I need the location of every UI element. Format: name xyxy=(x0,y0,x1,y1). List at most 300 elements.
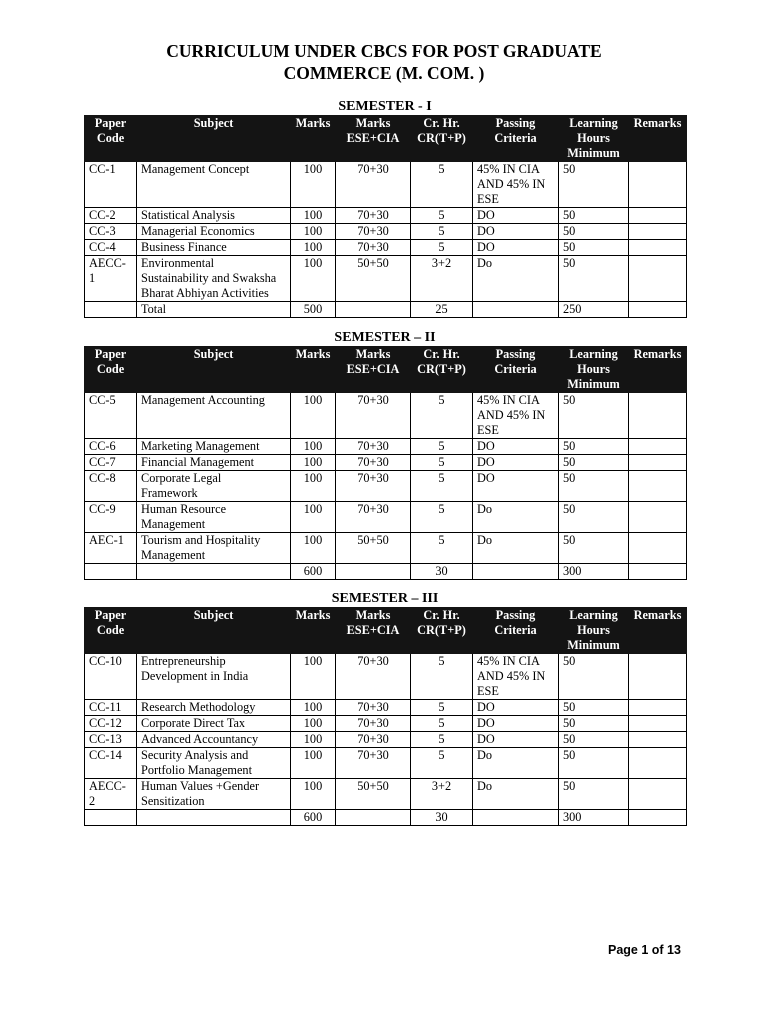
credit-hours-cell: 5 xyxy=(411,224,473,240)
subject-cell-line: Total xyxy=(141,302,167,316)
credit-hours-cell: 5 xyxy=(411,455,473,471)
header-learning-hours-line: Hours xyxy=(577,131,610,145)
passing-criteria-cell xyxy=(473,393,559,439)
credit-hours-cell: 5 xyxy=(411,748,473,779)
header-marks-split-line: Marks xyxy=(355,608,391,622)
subject-cell-line: Statistical Analysis xyxy=(141,208,235,222)
passing-criteria-cell-line: DO xyxy=(477,471,495,485)
subject-cell xyxy=(137,564,291,580)
learning-hours-cell: 50 xyxy=(559,471,629,502)
header-passing-criteria-line: Passing xyxy=(495,608,536,622)
table-row xyxy=(85,393,687,439)
header-marks: Marks xyxy=(291,608,336,654)
paper-code-cell-line: CC-13 xyxy=(89,732,122,746)
header-remarks: Remarks xyxy=(629,347,687,393)
remarks-cell xyxy=(629,439,687,455)
passing-criteria-cell xyxy=(473,654,559,700)
marks-cell: 100 xyxy=(291,439,336,455)
marks-split-cell: 70+30 xyxy=(336,393,411,439)
passing-criteria-cell xyxy=(473,732,559,748)
learning-hours-cell: 50 xyxy=(559,732,629,748)
paper-code-cell xyxy=(85,732,137,748)
remarks-cell xyxy=(629,162,687,208)
passing-criteria-cell xyxy=(473,439,559,455)
marks-cell: 100 xyxy=(291,256,336,302)
header-subject: Subject xyxy=(137,347,291,393)
header-credit-hours-line: CR(T+P) xyxy=(417,623,466,637)
remarks-cell xyxy=(629,471,687,502)
marks-split-cell xyxy=(336,810,411,826)
remarks-cell xyxy=(629,224,687,240)
marks-cell: 100 xyxy=(291,162,336,208)
marks-cell: 100 xyxy=(291,716,336,732)
remarks-cell xyxy=(629,810,687,826)
paper-code-cell-line: CC-10 xyxy=(89,654,122,668)
page-number: Page 1 of 13 xyxy=(608,943,681,957)
passing-criteria-cell-line: DO xyxy=(477,700,495,714)
header-learning-hours-line: Minimum xyxy=(567,638,620,652)
marks-split-cell xyxy=(336,302,411,318)
paper-code-cell xyxy=(85,700,137,716)
credit-hours-cell: 5 xyxy=(411,716,473,732)
subject-cell-line: Financial Management xyxy=(141,455,255,469)
header-learning-hours-line: Hours xyxy=(577,362,610,376)
marks-cell: 100 xyxy=(291,654,336,700)
table-row xyxy=(85,302,687,318)
table-row xyxy=(85,162,687,208)
marks-cell: 100 xyxy=(291,732,336,748)
remarks-cell xyxy=(629,393,687,439)
passing-criteria-cell-line: Do xyxy=(477,748,493,762)
remarks-cell xyxy=(629,533,687,564)
subject-cell xyxy=(137,302,291,318)
passing-criteria-cell-line: ESE xyxy=(477,192,499,206)
subject-cell-line: Management Concept xyxy=(141,162,250,176)
subject-cell-line: Sustainability and Swaksha xyxy=(141,271,277,285)
paper-code-cell-line: AEC-1 xyxy=(89,533,124,547)
subject-cell-line: Management xyxy=(141,548,206,562)
paper-code-cell xyxy=(85,533,137,564)
header-paper-code-line: Paper xyxy=(94,116,127,130)
header-paper-code-line: Paper xyxy=(94,608,127,622)
paper-code-cell xyxy=(85,810,137,826)
passing-criteria-cell-line: AND 45% IN xyxy=(477,177,546,191)
learning-hours-cell: 50 xyxy=(559,779,629,810)
paper-code-cell-line xyxy=(89,810,132,825)
remarks-cell xyxy=(629,748,687,779)
credit-hours-cell: 5 xyxy=(411,393,473,439)
semester-3-table xyxy=(84,607,687,826)
learning-hours-cell: 50 xyxy=(559,439,629,455)
credit-hours-cell: 5 xyxy=(411,502,473,533)
passing-criteria-cell xyxy=(473,256,559,302)
header-row xyxy=(85,116,687,162)
header-learning-hours-line: Hours xyxy=(577,623,610,637)
subject-cell xyxy=(137,393,291,439)
header-marks-split xyxy=(336,347,411,393)
paper-code-cell-line: CC-8 xyxy=(89,471,116,485)
paper-code-cell xyxy=(85,256,137,302)
subject-cell xyxy=(137,471,291,502)
learning-hours-cell: 50 xyxy=(559,502,629,533)
remarks-cell xyxy=(629,240,687,256)
marks-split-cell: 70+30 xyxy=(336,502,411,533)
credit-hours-cell: 5 xyxy=(411,732,473,748)
marks-cell: 500 xyxy=(291,302,336,318)
credit-hours-cell: 5 xyxy=(411,439,473,455)
semester-1-title: SEMESTER - I xyxy=(338,99,432,114)
title-line-1: CURRICULUM UNDER CBCS FOR POST GRADUATE xyxy=(166,41,602,61)
passing-criteria-cell xyxy=(473,716,559,732)
table-row xyxy=(85,256,687,302)
marks-cell: 100 xyxy=(291,208,336,224)
passing-criteria-cell-line: Do xyxy=(477,256,493,270)
subject-cell-line: Framework xyxy=(141,486,198,500)
table-row xyxy=(85,439,687,455)
header-subject: Subject xyxy=(137,608,291,654)
marks-cell: 100 xyxy=(291,393,336,439)
passing-criteria-cell-line: ESE xyxy=(477,423,499,437)
table-row xyxy=(85,700,687,716)
passing-criteria-cell-line: DO xyxy=(477,439,495,453)
paper-code-cell-line xyxy=(89,564,132,579)
remarks-cell xyxy=(629,654,687,700)
table-row xyxy=(85,455,687,471)
subject-cell-line: Corporate Direct Tax xyxy=(141,716,246,730)
paper-code-cell-line: AECC- xyxy=(89,256,126,270)
table-row xyxy=(85,779,687,810)
credit-hours-cell: 30 xyxy=(411,810,473,826)
paper-code-cell xyxy=(85,471,137,502)
table-row xyxy=(85,716,687,732)
subject-cell xyxy=(137,502,291,533)
table-row xyxy=(85,732,687,748)
table-row xyxy=(85,748,687,779)
passing-criteria-cell-line: DO xyxy=(477,224,495,238)
marks-split-cell: 70+30 xyxy=(336,654,411,700)
remarks-cell xyxy=(629,700,687,716)
subject-cell xyxy=(137,533,291,564)
subject-cell-line: Marketing Management xyxy=(141,439,260,453)
table-row xyxy=(85,533,687,564)
header-credit-hours xyxy=(411,347,473,393)
table-row xyxy=(85,471,687,502)
subject-cell-line: Management xyxy=(141,517,206,531)
semester-1-table xyxy=(84,115,687,318)
subject-cell xyxy=(137,224,291,240)
paper-code-cell-line: CC-14 xyxy=(89,748,122,762)
passing-criteria-cell-line xyxy=(477,564,554,579)
header-marks-split xyxy=(336,608,411,654)
credit-hours-cell: 3+2 xyxy=(411,256,473,302)
paper-code-cell xyxy=(85,654,137,700)
subject-cell xyxy=(137,240,291,256)
table-row xyxy=(85,564,687,580)
subject-cell xyxy=(137,256,291,302)
subject-cell xyxy=(137,810,291,826)
header-passing-criteria-line: Passing xyxy=(495,116,536,130)
remarks-cell xyxy=(629,208,687,224)
header-marks-split-line: ESE+CIA xyxy=(346,362,400,376)
passing-criteria-cell xyxy=(473,810,559,826)
subject-cell xyxy=(137,748,291,779)
header-paper-code-line: Paper xyxy=(94,347,127,361)
passing-criteria-cell xyxy=(473,502,559,533)
marks-split-cell: 70+30 xyxy=(336,224,411,240)
title-line-2: COMMERCE (M. COM. ) xyxy=(283,63,485,83)
learning-hours-cell: 50 xyxy=(559,455,629,471)
marks-cell: 100 xyxy=(291,779,336,810)
marks-split-cell: 70+30 xyxy=(336,208,411,224)
header-learning-hours-line: Minimum xyxy=(567,377,620,391)
header-learning-hours-line: Learning xyxy=(569,608,618,622)
header-marks: Marks xyxy=(291,347,336,393)
subject-cell-line xyxy=(141,564,286,579)
learning-hours-cell: 50 xyxy=(559,256,629,302)
header-marks: Marks xyxy=(291,116,336,162)
header-marks-split-line: ESE+CIA xyxy=(346,623,400,637)
subject-cell-line: Human Resource xyxy=(141,502,227,516)
paper-code-cell xyxy=(85,302,137,318)
header-paper-code xyxy=(85,116,137,162)
passing-criteria-cell-line: 45% IN CIA xyxy=(477,393,540,407)
semester-3-title: SEMESTER – III xyxy=(331,591,439,606)
credit-hours-cell: 30 xyxy=(411,564,473,580)
credit-hours-cell: 5 xyxy=(411,208,473,224)
header-passing-criteria-line: Passing xyxy=(495,347,536,361)
table-row xyxy=(85,810,687,826)
learning-hours-cell: 50 xyxy=(559,533,629,564)
header-paper-code xyxy=(85,347,137,393)
table-row xyxy=(85,654,687,700)
subject-cell-line: Development in India xyxy=(141,669,249,683)
subject-cell-line: Entrepreneurship xyxy=(141,654,226,668)
passing-criteria-cell xyxy=(473,533,559,564)
learning-hours-cell: 250 xyxy=(559,302,629,318)
marks-cell: 100 xyxy=(291,748,336,779)
passing-criteria-cell-line: AND 45% IN xyxy=(477,408,546,422)
marks-cell: 600 xyxy=(291,810,336,826)
credit-hours-cell: 3+2 xyxy=(411,779,473,810)
subject-cell xyxy=(137,162,291,208)
subject-cell-line: Management Accounting xyxy=(141,393,265,407)
remarks-cell xyxy=(629,779,687,810)
subject-cell xyxy=(137,654,291,700)
header-credit-hours-line: Cr. Hr. xyxy=(423,116,460,130)
passing-criteria-cell-line: Do xyxy=(477,533,493,547)
passing-criteria-cell-line: 45% IN CIA xyxy=(477,654,540,668)
passing-criteria-cell xyxy=(473,162,559,208)
table-row xyxy=(85,208,687,224)
passing-criteria-cell xyxy=(473,471,559,502)
learning-hours-cell: 50 xyxy=(559,393,629,439)
header-learning-hours-line: Minimum xyxy=(567,146,620,160)
paper-code-cell xyxy=(85,748,137,779)
subject-cell xyxy=(137,439,291,455)
passing-criteria-cell-line: DO xyxy=(477,208,495,222)
marks-split-cell: 70+30 xyxy=(336,471,411,502)
paper-code-cell-line: CC-9 xyxy=(89,502,116,516)
marks-cell: 600 xyxy=(291,564,336,580)
marks-split-cell: 70+30 xyxy=(336,162,411,208)
learning-hours-cell: 50 xyxy=(559,208,629,224)
paper-code-cell xyxy=(85,502,137,533)
marks-cell: 100 xyxy=(291,240,336,256)
header-marks-split xyxy=(336,116,411,162)
paper-code-cell-line: CC-6 xyxy=(89,439,116,453)
marks-split-cell: 70+30 xyxy=(336,455,411,471)
header-marks-split-line: Marks xyxy=(355,116,391,130)
learning-hours-cell: 50 xyxy=(559,748,629,779)
subject-cell xyxy=(137,208,291,224)
marks-split-cell: 50+50 xyxy=(336,779,411,810)
subject-cell-line: Research Methodology xyxy=(141,700,256,714)
paper-code-cell xyxy=(85,224,137,240)
learning-hours-cell: 50 xyxy=(559,716,629,732)
subject-cell-line: Human Values +Gender xyxy=(141,779,260,793)
header-subject: Subject xyxy=(137,116,291,162)
credit-hours-cell: 5 xyxy=(411,162,473,208)
marks-split-cell: 70+30 xyxy=(336,240,411,256)
remarks-cell xyxy=(629,302,687,318)
header-passing-criteria xyxy=(473,347,559,393)
learning-hours-cell: 50 xyxy=(559,654,629,700)
paper-code-cell xyxy=(85,162,137,208)
credit-hours-cell: 5 xyxy=(411,700,473,716)
passing-criteria-cell xyxy=(473,564,559,580)
semester-2-table xyxy=(84,346,687,580)
header-passing-criteria xyxy=(473,608,559,654)
learning-hours-cell: 50 xyxy=(559,162,629,208)
passing-criteria-cell xyxy=(473,302,559,318)
passing-criteria-cell-line: AND 45% IN xyxy=(477,669,546,683)
marks-split-cell: 50+50 xyxy=(336,533,411,564)
passing-criteria-cell-line: DO xyxy=(477,455,495,469)
marks-cell: 100 xyxy=(291,533,336,564)
paper-code-cell xyxy=(85,564,137,580)
semester-2-title: SEMESTER – II xyxy=(334,330,436,345)
header-learning-hours xyxy=(559,116,629,162)
marks-cell: 100 xyxy=(291,224,336,240)
paper-code-cell xyxy=(85,779,137,810)
subject-cell-line: Managerial Economics xyxy=(141,224,255,238)
document-title xyxy=(0,40,768,84)
passing-criteria-cell-line: DO xyxy=(477,240,495,254)
remarks-cell xyxy=(629,716,687,732)
paper-code-cell-line: CC-1 xyxy=(89,162,116,176)
paper-code-cell xyxy=(85,439,137,455)
passing-criteria-cell-line: DO xyxy=(477,716,495,730)
marks-cell: 100 xyxy=(291,700,336,716)
header-row xyxy=(85,347,687,393)
header-credit-hours-line: CR(T+P) xyxy=(417,131,466,145)
paper-code-cell xyxy=(85,208,137,224)
paper-code-cell-line xyxy=(89,302,132,317)
header-marks-split-line: Marks xyxy=(355,347,391,361)
passing-criteria-cell xyxy=(473,240,559,256)
marks-split-cell: 70+30 xyxy=(336,700,411,716)
subject-cell-line: Tourism and Hospitality xyxy=(141,533,261,547)
paper-code-cell xyxy=(85,716,137,732)
header-learning-hours-line: Learning xyxy=(569,347,618,361)
header-passing-criteria xyxy=(473,116,559,162)
remarks-cell xyxy=(629,455,687,471)
marks-split-cell: 70+30 xyxy=(336,716,411,732)
marks-cell: 100 xyxy=(291,471,336,502)
header-paper-code-line: Code xyxy=(96,623,125,637)
paper-code-cell-line: CC-12 xyxy=(89,716,122,730)
learning-hours-cell: 300 xyxy=(559,564,629,580)
marks-split-cell: 70+30 xyxy=(336,748,411,779)
subject-cell xyxy=(137,455,291,471)
remarks-cell xyxy=(629,256,687,302)
header-learning-hours-line: Learning xyxy=(569,116,618,130)
credit-hours-cell: 5 xyxy=(411,654,473,700)
paper-code-cell xyxy=(85,455,137,471)
passing-criteria-cell-line: Do xyxy=(477,779,493,793)
header-credit-hours-line: CR(T+P) xyxy=(417,362,466,376)
learning-hours-cell: 50 xyxy=(559,700,629,716)
paper-code-cell-line: CC-11 xyxy=(89,700,122,714)
passing-criteria-cell-line: 45% IN CIA xyxy=(477,162,540,176)
paper-code-cell xyxy=(85,393,137,439)
marks-split-cell: 70+30 xyxy=(336,732,411,748)
subject-cell-line: Advanced Accountancy xyxy=(141,732,259,746)
subject-cell-line xyxy=(141,810,286,825)
subject-cell xyxy=(137,732,291,748)
learning-hours-cell: 300 xyxy=(559,810,629,826)
passing-criteria-cell-line: Do xyxy=(477,502,493,516)
header-paper-code-line: Code xyxy=(96,362,125,376)
passing-criteria-cell-line xyxy=(477,810,554,825)
subject-cell xyxy=(137,716,291,732)
passing-criteria-cell-line: ESE xyxy=(477,684,499,698)
header-learning-hours xyxy=(559,608,629,654)
paper-code-cell xyxy=(85,240,137,256)
subject-cell-line: Corporate Legal xyxy=(141,471,222,485)
paper-code-cell-line: 1 xyxy=(89,271,96,285)
learning-hours-cell: 50 xyxy=(559,224,629,240)
remarks-cell xyxy=(629,502,687,533)
credit-hours-cell: 25 xyxy=(411,302,473,318)
passing-criteria-cell xyxy=(473,224,559,240)
paper-code-cell-line: CC-3 xyxy=(89,224,116,238)
paper-code-cell-line: CC-2 xyxy=(89,208,116,222)
header-passing-criteria-line: Criteria xyxy=(494,623,537,637)
paper-code-cell-line: CC-7 xyxy=(89,455,116,469)
credit-hours-cell: 5 xyxy=(411,533,473,564)
table-row xyxy=(85,224,687,240)
paper-code-cell-line: 2 xyxy=(89,794,96,808)
header-passing-criteria-line: Criteria xyxy=(494,362,537,376)
paper-code-cell-line: CC-5 xyxy=(89,393,116,407)
marks-split-cell xyxy=(336,564,411,580)
header-learning-hours xyxy=(559,347,629,393)
header-credit-hours xyxy=(411,608,473,654)
marks-cell: 100 xyxy=(291,455,336,471)
learning-hours-cell: 50 xyxy=(559,240,629,256)
passing-criteria-cell xyxy=(473,748,559,779)
marks-cell: 100 xyxy=(291,502,336,533)
credit-hours-cell: 5 xyxy=(411,471,473,502)
passing-criteria-cell xyxy=(473,208,559,224)
marks-split-cell: 50+50 xyxy=(336,256,411,302)
subject-cell-line: Business Finance xyxy=(141,240,227,254)
passing-criteria-cell xyxy=(473,779,559,810)
credit-hours-cell: 5 xyxy=(411,240,473,256)
subject-cell-line: Sensitization xyxy=(141,794,205,808)
header-marks-split-line: ESE+CIA xyxy=(346,131,400,145)
